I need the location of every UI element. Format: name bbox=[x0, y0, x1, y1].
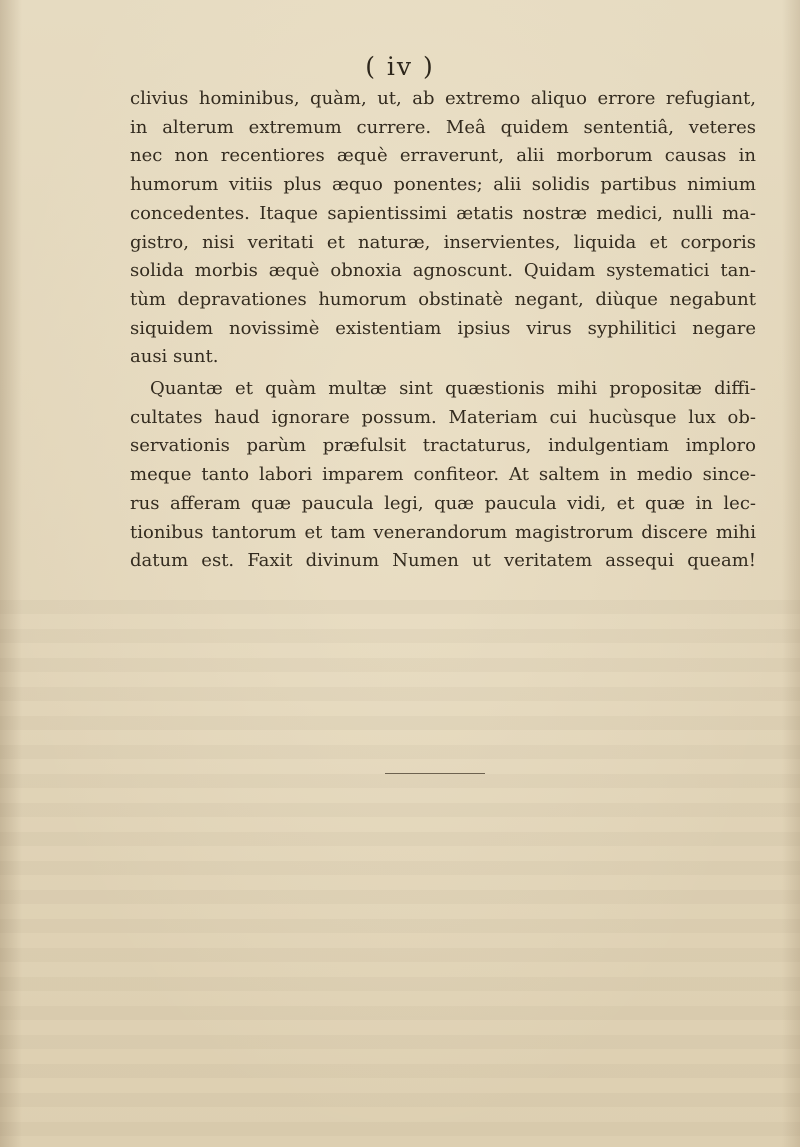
text-line: tionibus tantorum et tam venerandorum magistrorum discere mihi bbox=[130, 521, 756, 543]
text-line: cultates haud ignorare possum. Materiam cui hucùsque lux ob- bbox=[130, 406, 756, 428]
text-line: siquidem novissimè existentiam ipsius virus syphilitici negare bbox=[130, 317, 756, 339]
text-line: concedentes. Itaque sapientissimi ætatis nostræ medici, nulli ma- bbox=[130, 202, 756, 224]
text-line: humorum vitiis plus æquo ponentes; alii solidis partibus nimium bbox=[130, 174, 756, 196]
text-line: rus afferam quæ paucula legi, quæ paucula vidi, et quæ in lec- bbox=[130, 492, 756, 514]
text-line: datum est. Faxit divinum Numen ut veritatem assequi queam! bbox=[130, 550, 756, 572]
text-line: servationis parùm præfulsit tractaturus, indulgentiam imploro bbox=[130, 435, 756, 457]
show-through-texture bbox=[0, 600, 800, 1147]
text-line: clivius hominibus, quàm, ut, ab extremo aliquo errore refugiant, bbox=[130, 88, 756, 109]
text-line: tùm depravationes humorum obstinatè negant, diùque negabunt bbox=[130, 288, 756, 310]
text-line: solida morbis æquè obnoxia agnoscunt. Quidam systematici tan- bbox=[130, 260, 756, 282]
paragraph-2 bbox=[130, 375, 756, 576]
section-divider-rule bbox=[385, 773, 485, 774]
text-line: in alterum extremum currere. Meâ quidem sententiâ, veteres bbox=[130, 116, 756, 138]
text-line: ausi sunt. bbox=[130, 346, 219, 368]
text-line: gistro, nisi veritati et naturæ, inservientes, liquida et corporis bbox=[130, 231, 756, 253]
text-line: nec non recentiores æquè erraverunt, alii morborum causas in bbox=[130, 145, 756, 167]
text-line: Quantæ et quàm multæ sint quæstionis mihi propositæ diffi- bbox=[150, 378, 756, 399]
paragraph-1 bbox=[130, 85, 756, 372]
text-line: meque tanto labori imparem confiteor. At saltem in medio since- bbox=[130, 464, 756, 486]
page-number: ( iv ) bbox=[365, 52, 435, 81]
